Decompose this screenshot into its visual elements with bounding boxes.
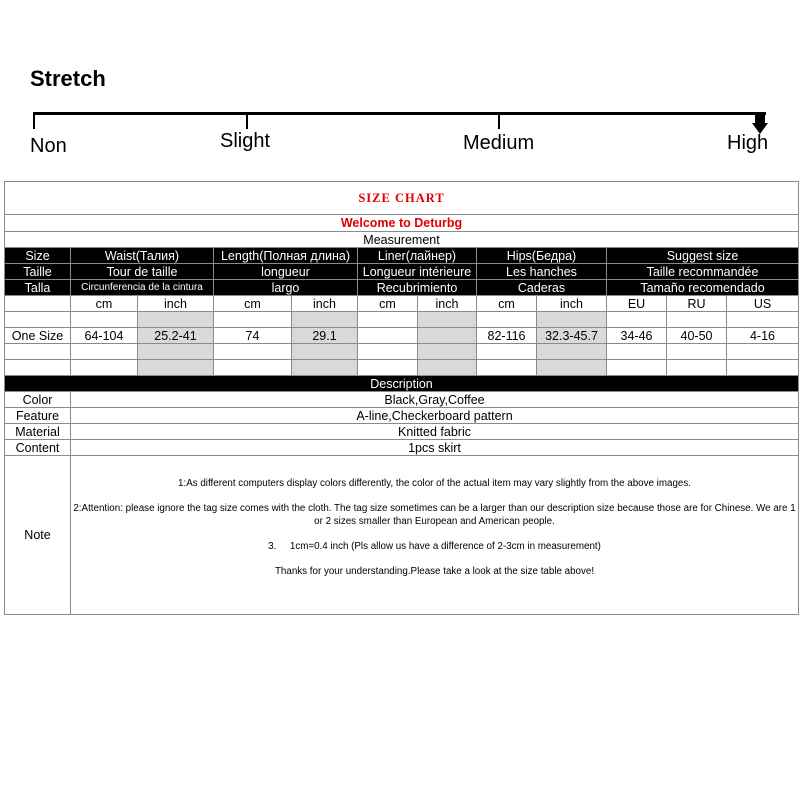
table-cell: 4-16 xyxy=(727,328,799,344)
stretch-title: Stretch xyxy=(30,66,106,91)
header-taille-recommandee: Taille recommandée xyxy=(607,264,799,280)
description-value: 1pcs skirt xyxy=(71,440,799,456)
header-liner: Liner(лайнер) xyxy=(358,248,477,264)
scale-tick-non xyxy=(33,113,35,129)
note-content xyxy=(71,456,799,615)
description-header: Description xyxy=(5,376,799,392)
unit-cell: EU xyxy=(607,296,667,312)
table-cell: 40-50 xyxy=(667,328,727,344)
header-recubrimiento: Recubrimiento xyxy=(358,280,477,296)
table-cell: 64-104 xyxy=(71,328,138,344)
table-cell: 74 xyxy=(214,328,292,344)
header-waist: Waist(Талия) xyxy=(71,248,214,264)
note-label: Note xyxy=(5,456,71,615)
unit-cell: cm xyxy=(477,296,537,312)
description-label: Feature xyxy=(5,408,71,424)
header-caderas: Caderas xyxy=(477,280,607,296)
header-tamano-recomendado: Tamaño recomendado xyxy=(607,280,799,296)
table-cell: 29.1 xyxy=(292,328,358,344)
header-tour-de-taille: Tour de taille xyxy=(71,264,214,280)
description-row-note xyxy=(5,456,799,615)
table-cell xyxy=(5,296,71,312)
header-hips: Hips(Бедра) xyxy=(477,248,607,264)
description-row-feature xyxy=(5,408,799,424)
header-suggest-size: Suggest size xyxy=(607,248,799,264)
unit-cell: cm xyxy=(71,296,138,312)
description-label: Color xyxy=(5,392,71,408)
table-row-one-size xyxy=(5,328,799,344)
header-row-french xyxy=(5,264,799,280)
size-name-cell: One Size xyxy=(5,328,71,344)
unit-cell: inch xyxy=(138,296,214,312)
size-chart-table xyxy=(4,181,799,615)
description-row-content xyxy=(5,440,799,456)
spacer-row xyxy=(5,312,799,328)
table-cell: 82-116 xyxy=(477,328,537,344)
table-cell: 34-46 xyxy=(607,328,667,344)
unit-cell: inch xyxy=(292,296,358,312)
table-cell xyxy=(358,328,418,344)
unit-cell: RU xyxy=(667,296,727,312)
spacer-row xyxy=(5,360,799,376)
units-row xyxy=(5,296,799,312)
unit-cell: inch xyxy=(537,296,607,312)
stretch-label-slight: Slight xyxy=(220,130,271,152)
measurement-header: Measurement xyxy=(5,232,799,248)
scale-tick-medium xyxy=(498,113,500,129)
stretch-scale-line xyxy=(33,112,766,115)
header-size: Size xyxy=(5,248,71,264)
description-value: Black,Gray,Coffee xyxy=(71,392,799,408)
description-label: Material xyxy=(5,424,71,440)
header-longueur-interieure: Longueur intérieure xyxy=(358,264,477,280)
header-row-spanish xyxy=(5,280,799,296)
header-les-hanches: Les hanches xyxy=(477,264,607,280)
unit-cell: cm xyxy=(214,296,292,312)
note-item: 2:Attention: please ignore the tag size comes with the cloth. The tag size sometimes can be a larger than our description size because those are for Chinese. We are 1 or 2 sizes smaller than European and American people. xyxy=(73,503,796,527)
welcome-text: Welcome to Deturbg xyxy=(5,215,799,232)
size-chart xyxy=(4,181,798,615)
scale-tick-slight xyxy=(246,113,248,129)
table-cell: 32.3-45.7 xyxy=(537,328,607,344)
stretch-label-medium: Medium xyxy=(463,132,535,154)
note-item: 3. 1cm=0.4 inch (Pls allow us have a difference of 2-3cm in measurement) xyxy=(268,541,601,552)
description-row-material xyxy=(5,424,799,440)
header-taille: Taille xyxy=(5,264,71,280)
note-item: Thanks for your understanding.Please take a look at the size table above! xyxy=(274,566,595,577)
stretch-label-non: Non xyxy=(30,135,67,157)
unit-cell: US xyxy=(727,296,799,312)
header-length: Length(Полная длина) xyxy=(214,248,358,264)
description-value: A-line,Checkerboard pattern xyxy=(71,408,799,424)
header-talla: Talla xyxy=(5,280,71,296)
description-label: Content xyxy=(5,440,71,456)
size-chart-title: SIZE CHART xyxy=(5,182,799,215)
header-longueur: longueur xyxy=(214,264,358,280)
description-value: Knitted fabric xyxy=(71,424,799,440)
table-cell: 25.2-41 xyxy=(138,328,214,344)
header-circunferencia: Circunferencia de la cintura xyxy=(71,280,214,296)
unit-cell: inch xyxy=(418,296,477,312)
header-largo: largo xyxy=(214,280,358,296)
unit-cell: cm xyxy=(358,296,418,312)
stretch-label-high: High xyxy=(727,132,769,154)
description-row-color xyxy=(5,392,799,408)
note-item: 1:As different computers display colors differently, the color of the actual item may vary slightly from the above images. xyxy=(178,478,691,489)
table-cell xyxy=(418,328,477,344)
header-row-english xyxy=(5,248,799,264)
spacer-row xyxy=(5,344,799,360)
